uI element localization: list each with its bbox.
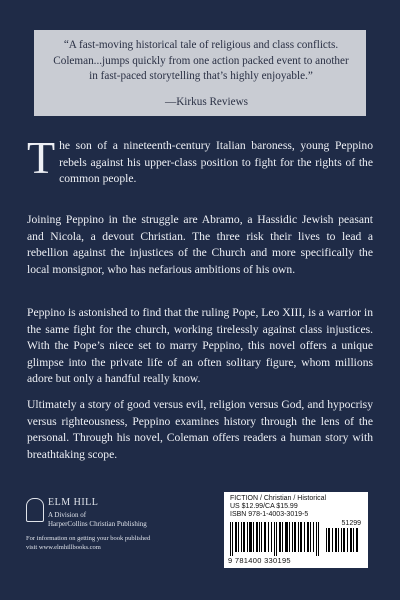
isbn-number: 9 781400 330195 — [228, 556, 291, 565]
description-paragraph-3: Peppino is astonished to find that the ruling Pope, Leo XIII, is a warrior in the same fight for the church, working tirelessly against class injustices. With the Pope’s niece set to marry Peppino, this novel offers a unique glimpse into the private life of an often solitary figure, whom millions adore but only a handful really know. — [27, 306, 373, 386]
publisher-block — [26, 494, 216, 554]
description-paragraph-4: Ultimately a story of good versus evil, religion versus God, and hypocrisy versus righteousness, Peppino examines history through the lens of the personal. Through his novel, Coleman offers readers a human story with breathtaking scope. — [27, 398, 373, 461]
description-paragraph-2: Joining Peppino in the struggle are Abramo, a Hassidic Jewish peasant and Nicola, a devout Christian. The three risk their lives to lead a rebellion against the injustices of the Church and more specifically the local monsignor, who has nefarious ambitions of his own. — [27, 213, 373, 276]
book-isbn: ISBN 978-1-4003-3019-5 — [230, 511, 309, 518]
review-quote: “A fast-moving historical tale of religious and class conflicts. Coleman...jumps quickly from one action packed event to another in fast-paced storytelling that’s highly enjoyable.” — [53, 39, 349, 82]
book-price: US $12.99/CA $15.99 — [230, 503, 298, 510]
publisher-division: A Division of — [48, 511, 87, 519]
barcode-box — [224, 492, 368, 568]
publisher-info-line-2: visit www.elmhillbooks.com — [26, 544, 101, 551]
publisher-name: ELM HILL — [48, 497, 99, 508]
price-addon-barcode — [326, 528, 360, 552]
book-category: FICTION / Christian / Historical — [230, 495, 327, 502]
isbn-barcode — [230, 522, 322, 556]
paragraph-1-text: he son of a nineteenth-century Italian baroness, young Peppino rebels against his upper-class position to fight for the rights of the common people. — [59, 139, 373, 186]
description-paragraph-1 — [27, 132, 373, 188]
publisher-parent: HarperCollins Christian Publishing — [48, 520, 147, 528]
publisher-info-line-1: For information on getting your book published — [26, 535, 151, 542]
review-attribution: —Kirkus Reviews — [165, 96, 248, 108]
barcode-addon-label: 51299 — [341, 520, 361, 527]
review-quote-box — [34, 30, 366, 116]
elm-tree-icon — [26, 498, 44, 522]
drop-cap: T — [27, 132, 56, 183]
